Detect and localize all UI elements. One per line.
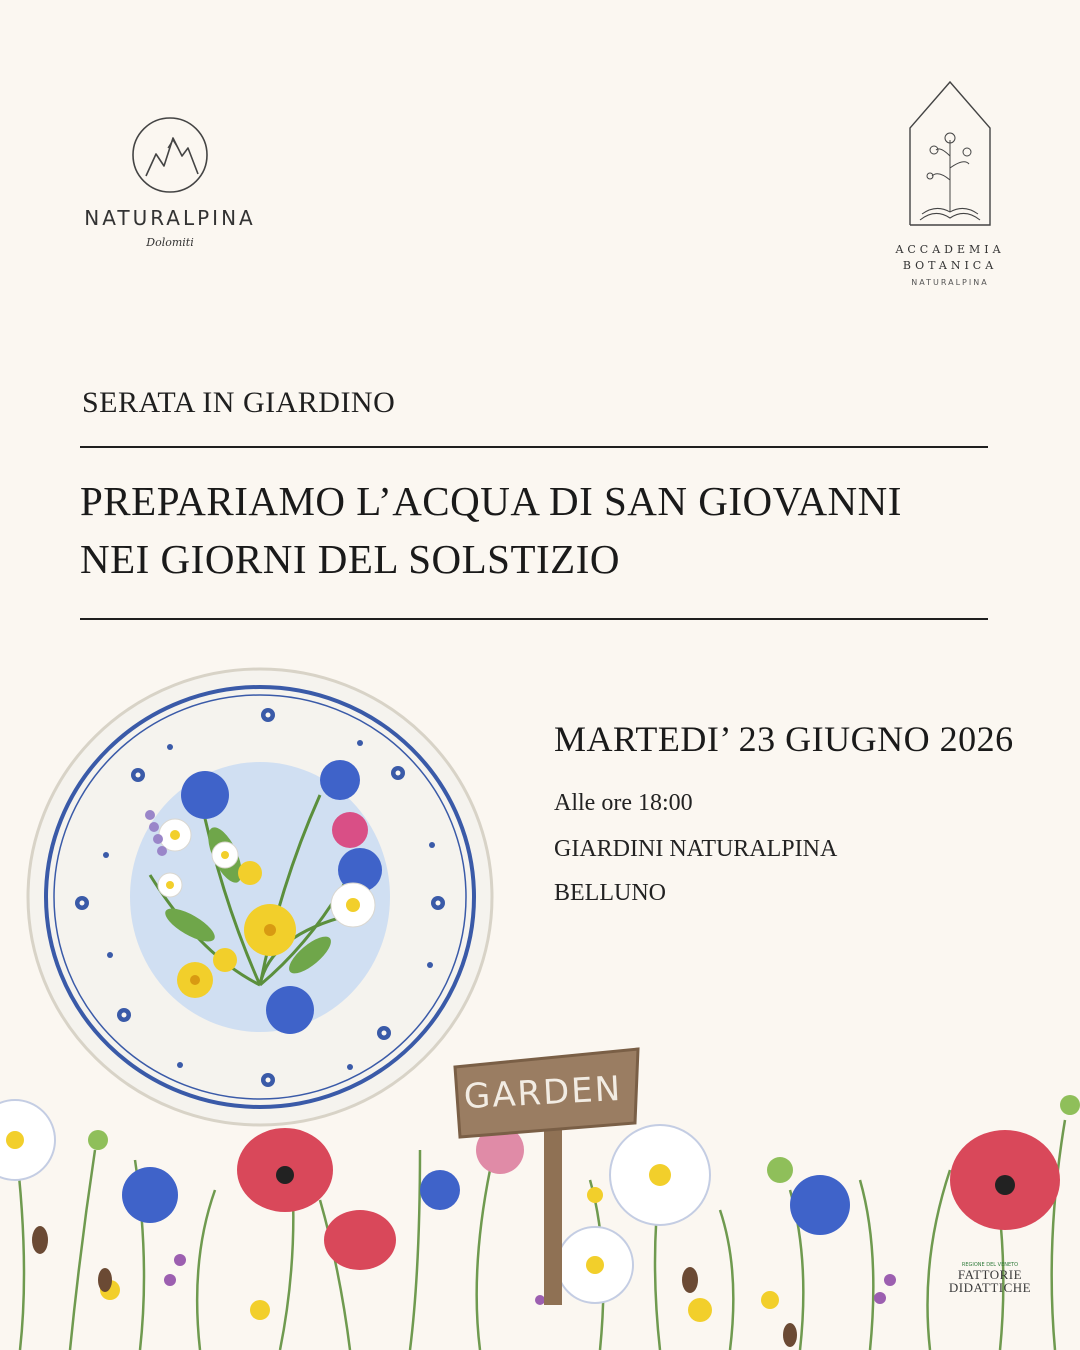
- mountain-circle-icon: [60, 110, 280, 205]
- event-place: GIARDINI NATURALPINA: [554, 836, 838, 862]
- stamp-line1: REGIONE DEL VENETO: [961, 1262, 1019, 1268]
- divider-top: [80, 446, 988, 448]
- garden-sign: [450, 1045, 650, 1305]
- naturalpina-brand-text: NATURALPINA: [84, 206, 256, 230]
- divider-bottom: [80, 618, 988, 620]
- event-kicker: SERATA IN GIARDINO: [82, 386, 396, 419]
- event-title: [80, 472, 1000, 588]
- fattorie-didattiche-stamp: [930, 1262, 1050, 1294]
- accademia-botanica-logo: [870, 80, 1030, 300]
- event-city: BELLUNO: [554, 880, 666, 906]
- naturalpina-logo: [60, 110, 280, 270]
- house-botanical-book-icon: [870, 80, 1030, 230]
- event-title-line1: PREPARIAMO L’ACQUA DI SAN GIOVANNI: [80, 478, 902, 524]
- event-date: MARTEDI’ 23 GIUGNO 2026: [554, 719, 1014, 759]
- accademia-line1: ACCADEMIA: [895, 243, 1005, 256]
- stamp-line2: FATTORIE: [957, 1267, 1023, 1282]
- accademia-line3: NATURALPINA: [911, 278, 989, 287]
- event-title-line2: NEI GIORNI DEL SOLSTIZIO: [80, 536, 620, 582]
- event-time: Alle ore 18:00: [554, 790, 693, 816]
- naturalpina-script-text: Dolomiti: [146, 236, 194, 249]
- garden-sign-text: GARDEN: [462, 1068, 624, 1118]
- accademia-line2: BOTANICA: [902, 259, 998, 272]
- stamp-line3: DIDATTICHE: [948, 1280, 1032, 1295]
